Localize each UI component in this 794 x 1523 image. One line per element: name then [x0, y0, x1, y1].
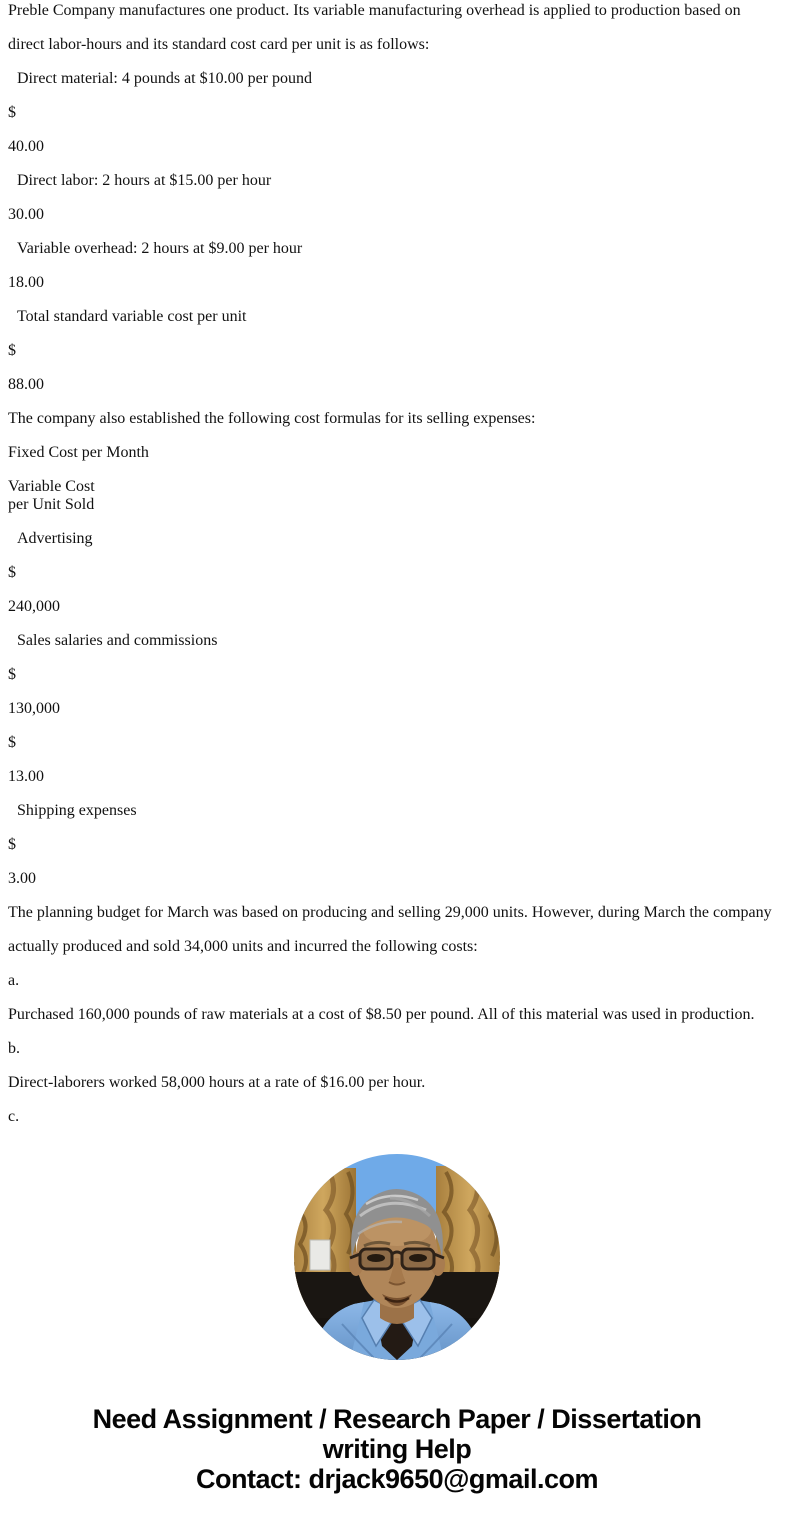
doc-line-total-standard: Total standard variable cost per unit — [17, 308, 247, 325]
doc-line-value: 30.00 — [8, 206, 44, 223]
promo-line-2: writing Help — [322, 1434, 472, 1464]
doc-line: Direct-laborers worked 58,000 hours at a rate of $16.00 per hour. — [8, 1074, 426, 1091]
doc-line-value: 3.00 — [8, 870, 36, 887]
doc-line-fixed-cost-header: Fixed Cost per Month — [8, 444, 149, 461]
doc-line: Purchased 160,000 pounds of raw materials at a cost of $8.50 per pound. All of this material was used in production. — [8, 1006, 755, 1023]
variable-cost-line2: per Unit Sold — [8, 496, 95, 513]
promo-line-1: Need Assignment / Research Paper / Dissertation — [92, 1404, 702, 1434]
doc-line-advertising: Advertising — [17, 530, 93, 547]
doc-line-dollar-sign: $ — [8, 666, 16, 683]
doc-line-dollar-sign: $ — [8, 342, 16, 359]
doc-line-value: 88.00 — [8, 376, 44, 393]
doc-line-sales-salaries: Sales salaries and commissions — [17, 632, 218, 649]
promo-contact-email: Contact: drjack9650@gmail.com — [196, 1464, 598, 1494]
doc-line-value: 18.00 — [8, 274, 44, 291]
doc-line-item-c: c. — [8, 1108, 20, 1121]
doc-line-dollar-sign: $ — [8, 734, 16, 751]
doc-line-variable-overhead: Variable overhead: 2 hours at $9.00 per hour — [17, 240, 303, 257]
profile-photo — [294, 1154, 500, 1360]
doc-line-item-b: b. — [8, 1040, 20, 1057]
doc-line-item-a: a. — [8, 972, 20, 989]
doc-line-direct-labor: Direct labor: 2 hours at $15.00 per hour — [17, 172, 272, 189]
doc-line: Preble Company manufactures one product. Its variable manufacturing overhead is applied to production based on — [8, 2, 741, 19]
doc-line-value: 130,000 — [8, 700, 60, 717]
doc-line-shipping: Shipping expenses — [17, 802, 137, 819]
doc-line-variable-cost-header — [8, 478, 794, 514]
doc-line: The company also established the following cost formulas for its selling expenses: — [8, 410, 536, 427]
doc-line-dollar-sign: $ — [8, 104, 16, 121]
doc-line-dollar-sign: $ — [8, 836, 16, 853]
doc-line-dollar-sign: $ — [8, 564, 16, 581]
doc-line: actually produced and sold 34,000 units and incurred the following costs: — [8, 938, 478, 955]
doc-line-direct-material: Direct material: 4 pounds at $10.00 per pound — [17, 70, 313, 87]
doc-line-value: 40.00 — [8, 138, 44, 155]
doc-line: The planning budget for March was based on producing and selling 29,000 units. However, during March the company — [8, 904, 772, 921]
doc-line: direct labor-hours and its standard cost card per unit is as follows: — [8, 36, 430, 53]
variable-cost-line1: Variable Cost — [8, 478, 95, 495]
promo-banner — [0, 1404, 794, 1494]
profile-photo-image — [294, 1154, 500, 1360]
doc-line-value: 240,000 — [8, 598, 60, 615]
doc-line-value: 13.00 — [8, 768, 44, 785]
